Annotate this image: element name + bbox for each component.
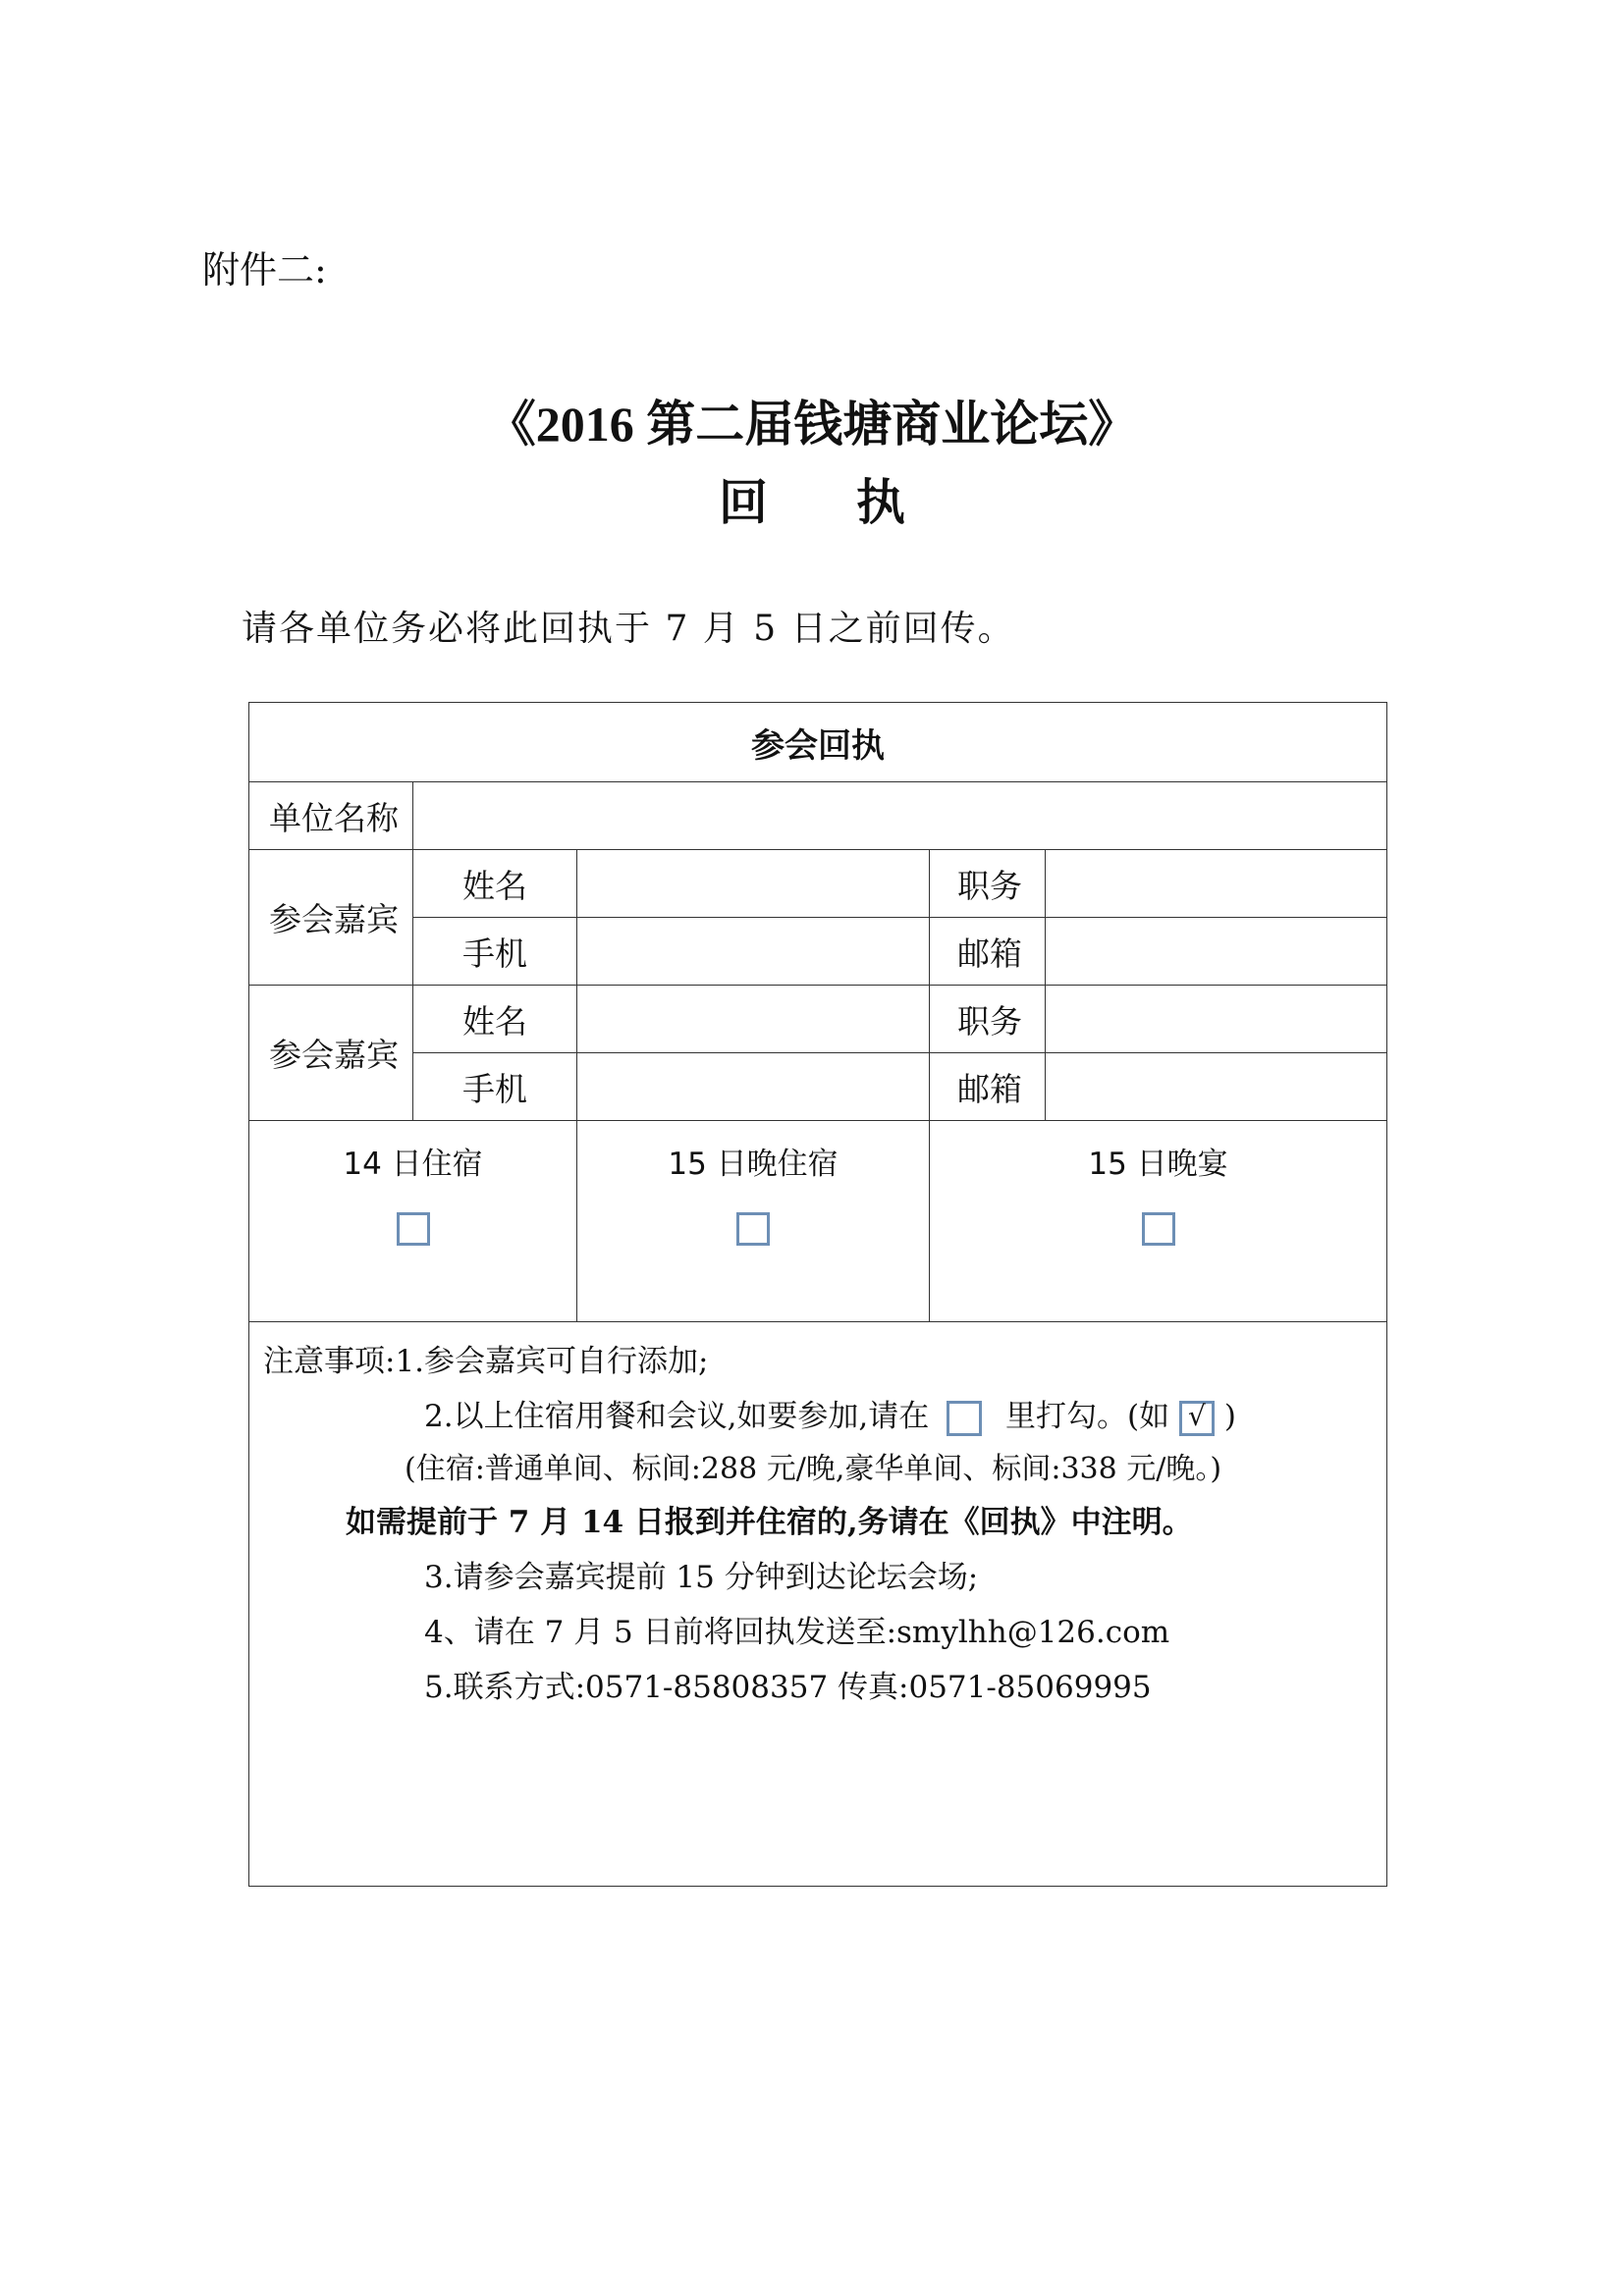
intro-text: 请各单位务必将此回执于 7 月 5 日之前回传。 bbox=[242, 609, 1015, 649]
note-line-6: 4、请在 7 月 5 日前将回执发送至:smylhh@126.com bbox=[424, 1615, 1170, 1650]
guest-2-name-label: 姓名 bbox=[413, 986, 577, 1053]
page-title: 《2016 第二届钱塘商业论坛》 bbox=[486, 397, 1138, 452]
lodging-15-checkbox[interactable] bbox=[736, 1212, 770, 1246]
note-line-3: (住宿:普通单间、标间:288 元/晚,豪华单间、标间:338 元/晚。) bbox=[405, 1452, 1222, 1486]
option-banquet-15 bbox=[930, 1121, 1387, 1322]
unit-name-label: 单位名称 bbox=[249, 782, 413, 850]
checkmark-icon: √ bbox=[1187, 1399, 1206, 1432]
guest-2-position-label: 职务 bbox=[930, 986, 1046, 1053]
note-line-2c: ) bbox=[1223, 1399, 1236, 1434]
guest-2-phone-field[interactable] bbox=[577, 1053, 930, 1121]
note-line-1: 注意事项:1.参会嘉宾可自行添加; bbox=[263, 1344, 709, 1379]
option-lodging-15-day: 15 bbox=[668, 1147, 707, 1182]
guest-1-label: 参会嘉宾 bbox=[249, 850, 413, 986]
note-line-5: 3.请参会嘉宾提前 15 分钟到达论坛会场; bbox=[424, 1560, 979, 1595]
example-checked-checkbox-icon bbox=[1179, 1401, 1215, 1436]
form-header: 参会回执 bbox=[249, 703, 1387, 782]
note-line-2 bbox=[424, 1391, 1236, 1436]
guest-2-email-field[interactable] bbox=[1046, 1053, 1387, 1121]
note-line-2b: 里打勾。(如 bbox=[1005, 1399, 1170, 1434]
option-lodging-15-text: 日晚住宿 bbox=[716, 1147, 839, 1182]
lodging-14-checkbox[interactable] bbox=[397, 1212, 430, 1246]
option-banquet-15-day: 15 bbox=[1088, 1147, 1127, 1182]
page-subtitle: 回执 bbox=[719, 475, 994, 530]
guest-2-position-field[interactable] bbox=[1046, 986, 1387, 1053]
option-banquet-15-text: 日晚宴 bbox=[1136, 1147, 1228, 1182]
guest-2-name-field[interactable] bbox=[577, 986, 930, 1053]
attachment-label: 附件二: bbox=[202, 248, 327, 292]
note-line-4: 如需提前于 7 月 14 日报到并住宿的,务请在《回执》中注明。 bbox=[346, 1505, 1193, 1540]
guest-1-phone-field[interactable] bbox=[577, 918, 930, 986]
guest-1-position-label: 职务 bbox=[930, 850, 1046, 918]
notes-section bbox=[249, 1322, 1387, 1887]
note-line-7: 5.联系方式:0571-85808357 传真:0571-85069995 bbox=[424, 1670, 1152, 1705]
guest-1-name-label: 姓名 bbox=[413, 850, 577, 918]
guest-2-label: 参会嘉宾 bbox=[249, 986, 413, 1121]
banquet-15-checkbox[interactable] bbox=[1142, 1212, 1175, 1246]
guest-1-name-field[interactable] bbox=[577, 850, 930, 918]
receipt-form bbox=[248, 702, 1387, 1887]
guest-2-email-label: 邮箱 bbox=[930, 1053, 1046, 1121]
option-lodging-14-text: 日住宿 bbox=[391, 1147, 483, 1182]
guest-1-position-field[interactable] bbox=[1046, 850, 1387, 918]
unit-name-field[interactable] bbox=[413, 782, 1387, 850]
guest-2-phone-label: 手机 bbox=[413, 1053, 577, 1121]
guest-1-phone-label: 手机 bbox=[413, 918, 577, 986]
example-empty-checkbox-icon bbox=[947, 1401, 982, 1436]
guest-1-email-label: 邮箱 bbox=[930, 918, 1046, 986]
guest-1-email-field[interactable] bbox=[1046, 918, 1387, 986]
option-lodging-15 bbox=[577, 1121, 930, 1322]
option-lodging-14 bbox=[249, 1121, 577, 1322]
option-lodging-14-day: 14 bbox=[343, 1147, 382, 1182]
note-line-2a: 2.以上住宿用餐和会议,如要参加,请在 bbox=[424, 1399, 930, 1434]
